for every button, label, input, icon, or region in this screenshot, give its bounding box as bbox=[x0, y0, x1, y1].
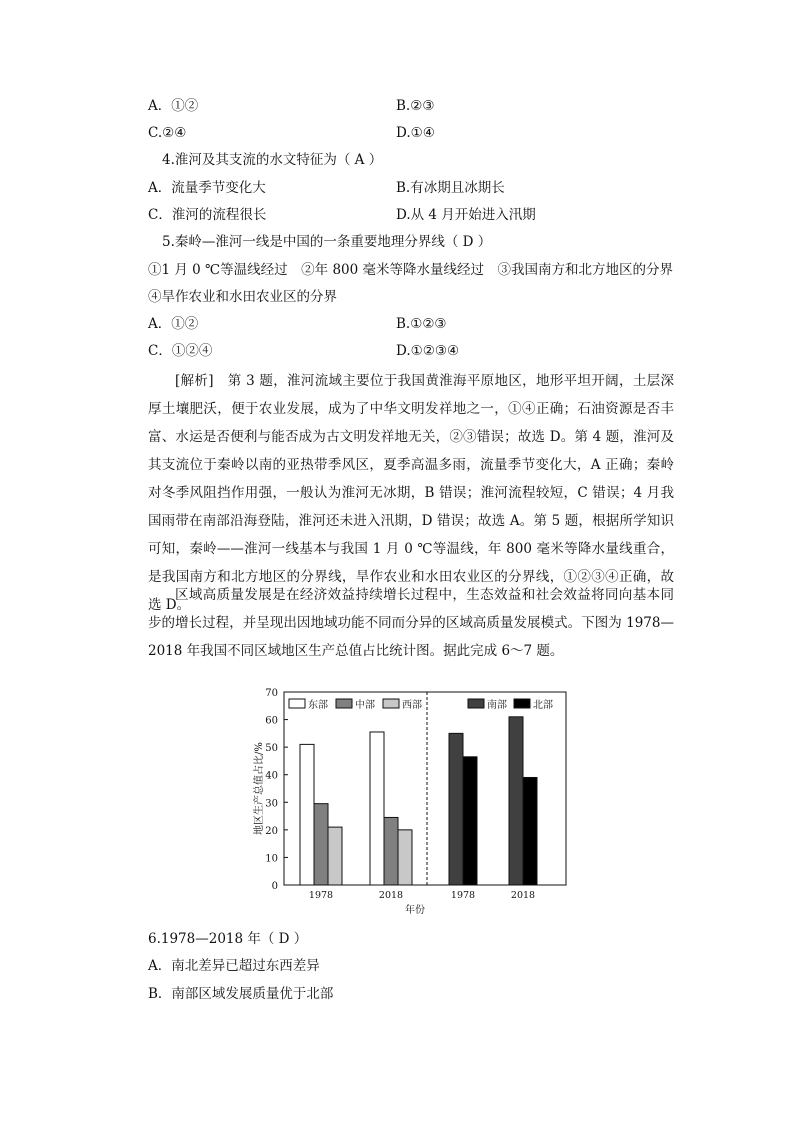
bar-中部-1978 bbox=[314, 804, 328, 885]
y-tick-label: 40 bbox=[265, 770, 278, 782]
bar-西部-1978 bbox=[328, 827, 342, 885]
q5-stem: 5.秦岭—淮河一线是中国的一条重要地理分界线（ D ） bbox=[162, 234, 492, 250]
bar-西部-2018 bbox=[398, 830, 412, 885]
legend-swatch-东部 bbox=[289, 699, 305, 708]
analysis-paragraph: [解析] 第 3 题，淮河流域主要位于我国黄淮海平原地区，地形平坦开阔，土层深厚土壤肥沃，便于农业发展，成为了中华文明发祥地之一，①④正确；石油资源是否丰富、水运是否便利与能否成为古文明发祥地无关，②③错误；故选 D。第 4 题，淮河及其支流位于秦岭以南的亚热带季风区，夏季高温多雨，流量季节变化大，A 正确；秦岭对冬季风阻挡作用强，一般认为淮河无冰期，B 错误；淮河流程较短，C 错误；4 月我国雨带在南部沿海登陆，淮河还未进入汛期，D 错误；故选 A。第 5 题，根据所学知识可知，秦岭——淮河一线基本与我国 1 月 0 ℃等温线，年 800 毫米等降水量线重合，是我国南方和北方地区的分界线，旱作农业和水田农业区的分界线，①②③④正确，故选 D。 bbox=[148, 373, 674, 613]
legend-swatch-西部 bbox=[383, 699, 399, 708]
q5-items-line1: ①1 月 0 ℃等温线经过 ②年 800 毫米等降水量线经过 ③我国南方和北方地区的分界 bbox=[148, 262, 674, 278]
q3-option-b: B.②③ bbox=[396, 98, 435, 114]
bar-东部-2018 bbox=[370, 732, 384, 885]
bar-北部-1978 bbox=[463, 757, 477, 885]
legend-label-中部: 中部 bbox=[355, 700, 375, 711]
bar-南部-2018 bbox=[509, 717, 523, 885]
y-tick-label: 30 bbox=[265, 798, 278, 810]
y-tick-label: 0 bbox=[271, 881, 278, 892]
q3-option-d: D.①④ bbox=[396, 125, 435, 141]
q3-option-c: C.②④ bbox=[148, 125, 187, 141]
bar-南部-1978 bbox=[449, 733, 463, 885]
q4-stem: 4.淮河及其支流的水文特征为（ A ） bbox=[162, 152, 383, 168]
x-tick-label: 2018 bbox=[378, 890, 404, 901]
q3-option-a: A．①② bbox=[148, 98, 199, 114]
q5-option-c: C．①②④ bbox=[148, 343, 213, 359]
y-tick-label: 70 bbox=[265, 688, 278, 699]
legend-label-南部: 南部 bbox=[487, 700, 507, 711]
q6-stem: 6.1978—2018 年（ D ） bbox=[148, 931, 308, 947]
q4-option-d: D.从 4 月开始进入汛期 bbox=[396, 207, 536, 223]
bar-东部-1978 bbox=[300, 744, 314, 885]
x-tick-label: 1978 bbox=[308, 890, 334, 901]
intro-paragraph: 区域高质量发展是在经济效益持续增长过程中，生态效益和社会效益将同向基本同步的增长过程，并呈现出因地域功能不同而分异的区域高质量发展模式。下图为 1978—2018 年我国不同区域地区生产总值占比统计图。据此完成 6～7 题。 bbox=[148, 587, 674, 659]
q4-option-b: B.有冰期且冰期长 bbox=[396, 180, 505, 196]
y-axis-label: 地区生产总值占比/% bbox=[254, 742, 265, 835]
x-axis-label: 年份 bbox=[405, 905, 425, 916]
q5-option-d: D.①②③④ bbox=[396, 343, 460, 359]
q6-option-a: A．南北差异已超过东西差异 bbox=[148, 958, 320, 974]
bar-中部-2018 bbox=[384, 817, 398, 885]
x-tick-label: 1978 bbox=[450, 890, 476, 901]
x-tick-label: 2018 bbox=[510, 890, 536, 901]
legend-label-北部: 北部 bbox=[533, 700, 553, 711]
q6-option-b: B．南部区域发展质量优于北部 bbox=[148, 986, 334, 1002]
legend-swatch-南部 bbox=[468, 699, 484, 708]
y-tick-label: 20 bbox=[265, 825, 278, 837]
legend-label-东部: 东部 bbox=[308, 700, 328, 711]
legend-swatch-北部 bbox=[514, 699, 530, 708]
q5-items-line2: ④旱作农业和水田农业区的分界 bbox=[148, 289, 337, 305]
bar-北部-2018 bbox=[523, 777, 537, 885]
gdp-share-chart bbox=[248, 680, 578, 920]
q4-option-a: A．流量季节变化大 bbox=[148, 180, 266, 196]
y-tick-label: 10 bbox=[265, 853, 278, 865]
q5-option-a: A．①② bbox=[148, 316, 199, 332]
q4-option-c: C．淮河的流程很长 bbox=[148, 207, 267, 223]
q5-option-b: B.①②③ bbox=[396, 316, 447, 332]
legend-swatch-中部 bbox=[336, 699, 352, 708]
y-tick-label: 60 bbox=[265, 715, 278, 727]
legend-label-西部: 西部 bbox=[402, 700, 422, 711]
y-tick-label: 50 bbox=[265, 743, 278, 755]
